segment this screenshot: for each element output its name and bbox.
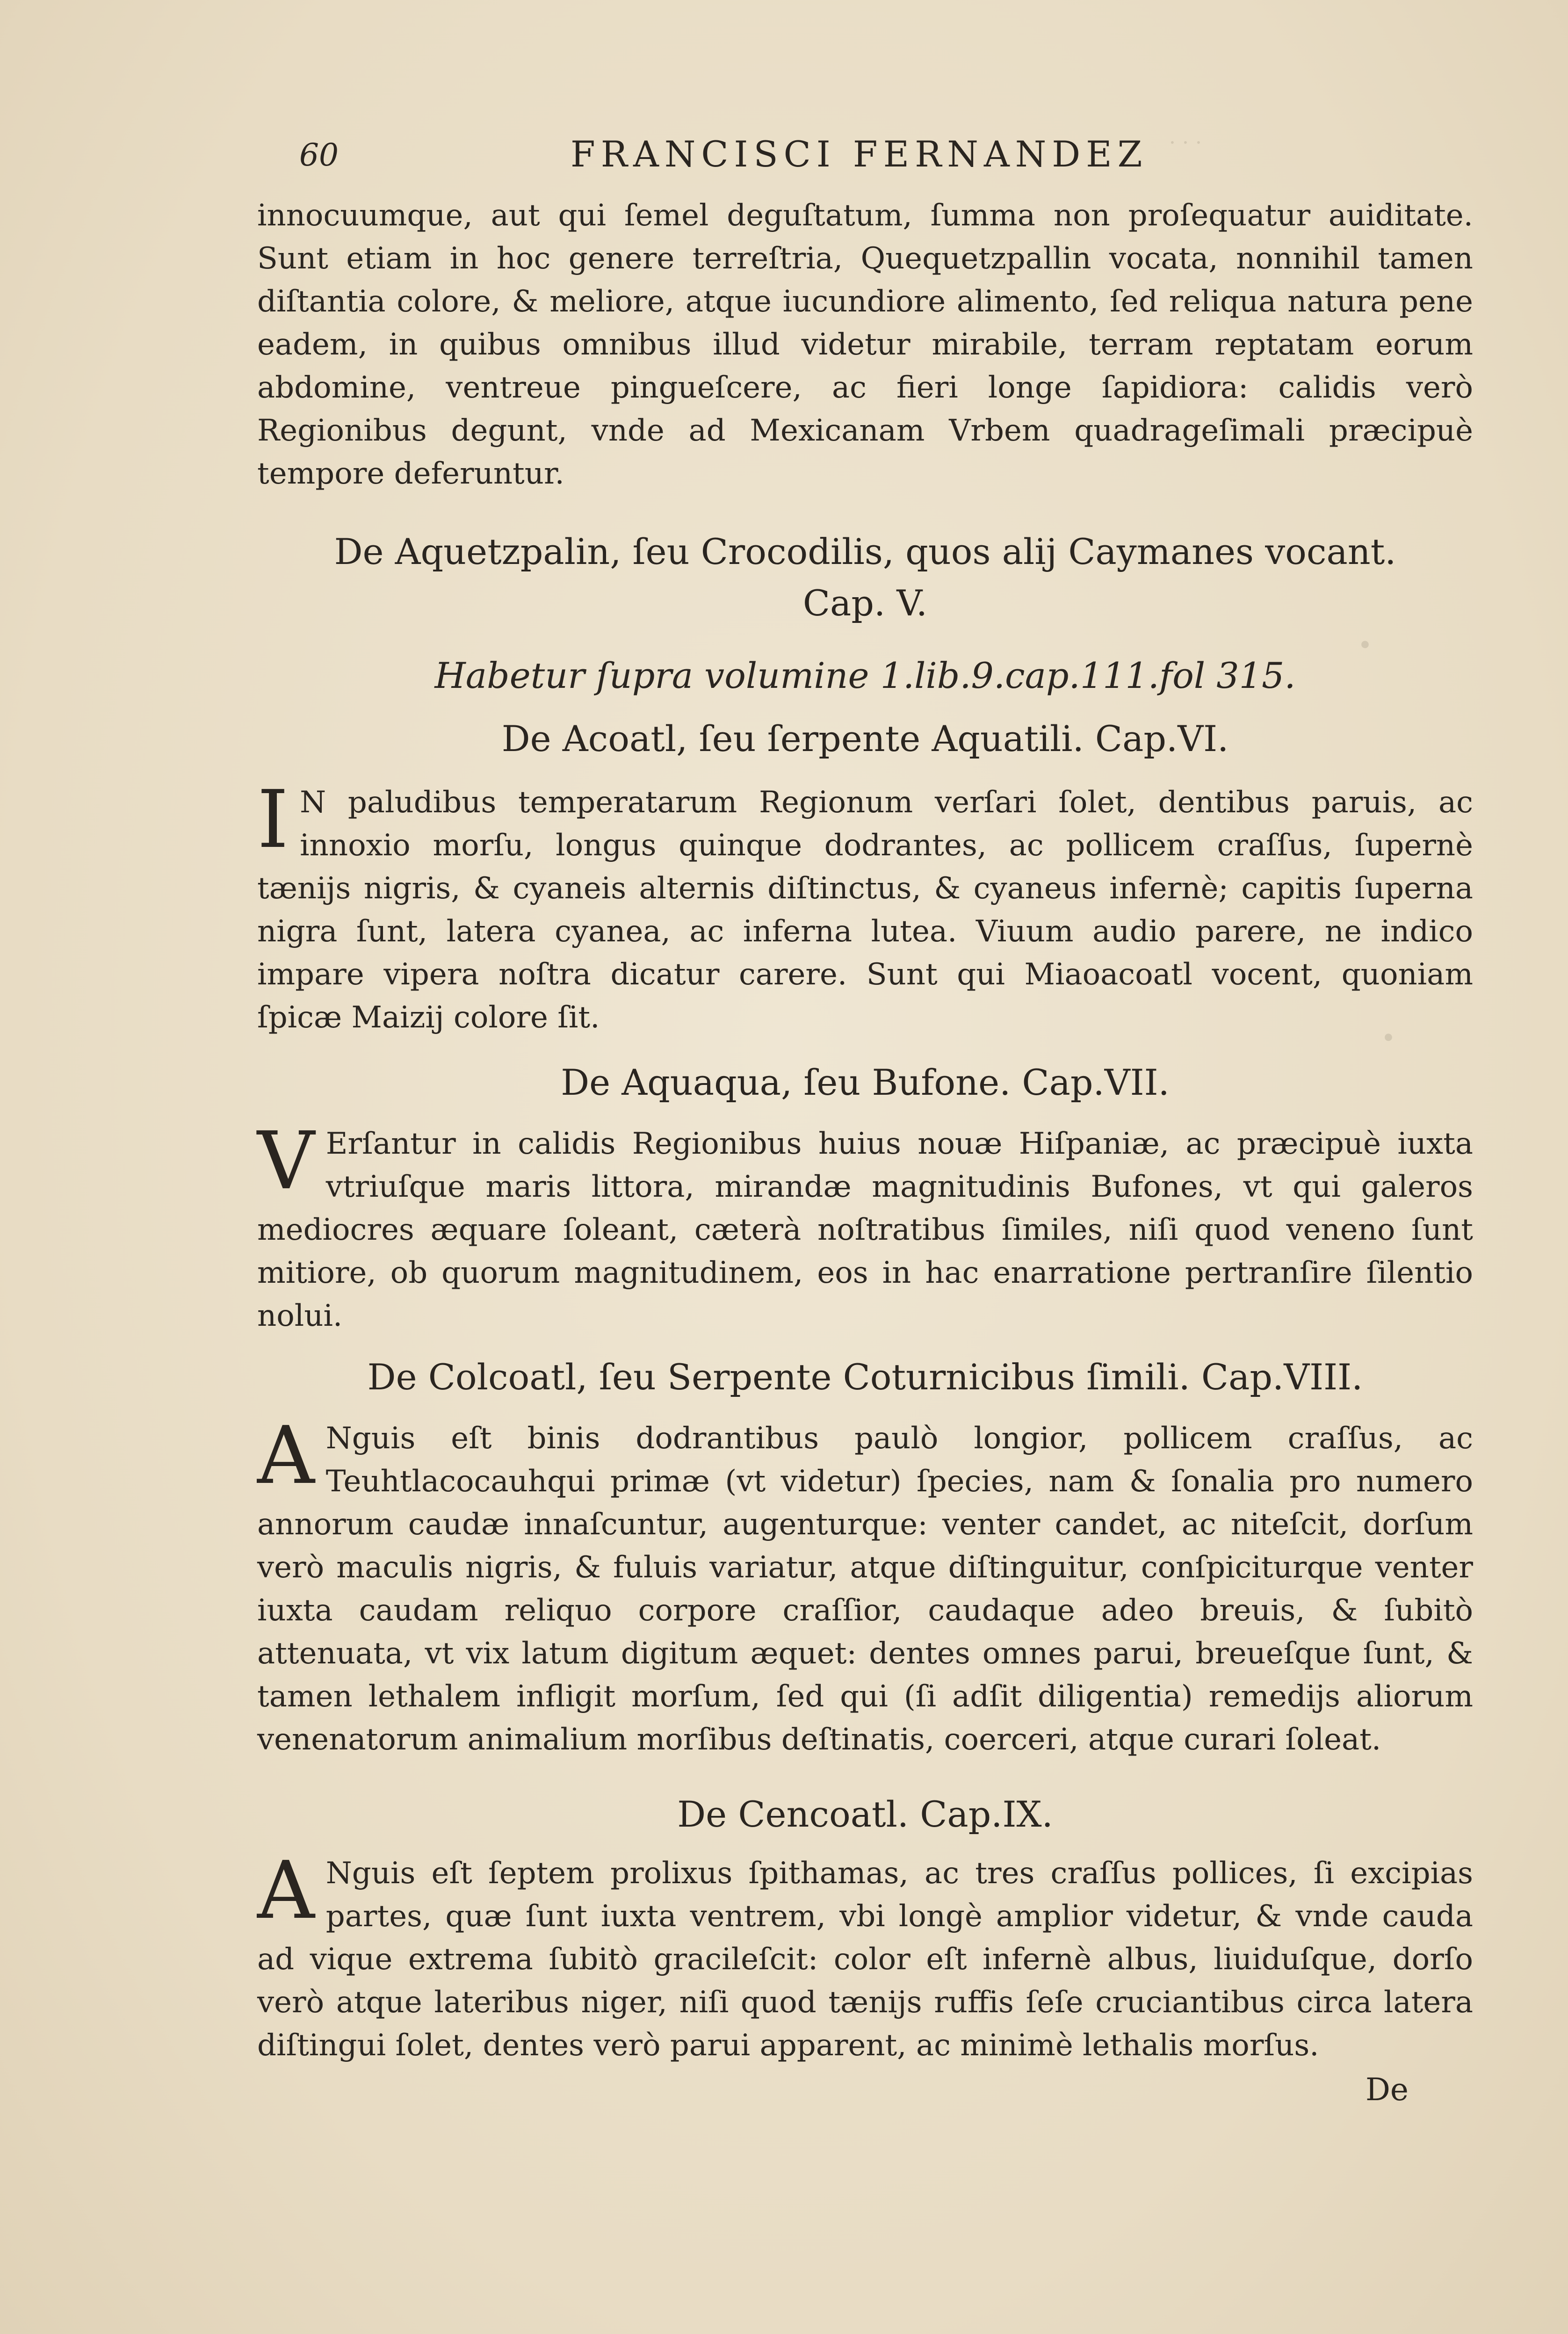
chapter-5-note: Habetur ſupra volumine 1.lib.9.cap.111.fol 315. — [434, 655, 1296, 696]
chapter-8-paragraph — [257, 1409, 1473, 1761]
chapter-9-heading: De Cencoatl. Cap.IX. — [677, 1793, 1053, 1835]
drop-cap: A — [257, 1844, 315, 1937]
bleed-through-marks-2: · — [1356, 613, 1374, 678]
drop-cap: V — [257, 1115, 315, 1207]
chapter-6-text: N paludibus temperatarum Regionum verſari ſolet, dentibus paruis, ac innoxio morſu, longus quinque dodrantes, ac pollicem craſſus, ſupernè tænijs nigris, & cyaneis alternis diſtinctus, & cyaneus infernè; capitis ſuperna nigra ſunt, latera cyanea, ac inferna lutea. Viuum audio parere, ne indico impare vipera noſtra dicatur carere. Sunt qui Miaoacoatl vocent, quoniam ſpicæ Maizij colore ſit. — [257, 785, 1473, 1035]
drop-cap: A — [257, 1409, 315, 1502]
chapter-7-paragraph — [257, 1115, 1473, 1337]
bleed-through-marks-3: · — [1380, 1005, 1398, 1070]
chapter-6-heading: De Acoatl, ſeu ſerpente Aquatili. Cap.VI. — [501, 718, 1229, 759]
running-title: FRANCISCI FERNANDEZ — [571, 133, 1148, 175]
drop-cap: I — [257, 773, 289, 866]
chapter-8-heading: De Colcoatl, ſeu Serpente Coturnicibus ſimili. Cap.VIII. — [367, 1356, 1363, 1398]
chapter-9-paragraph — [257, 1844, 1473, 2067]
chapter-5-number: Cap. V. — [802, 582, 928, 624]
chapter-9-text: Nguis eſt ſeptem prolixus ſpithamas, ac tres craſſus pollices, ſi excipias partes, quæ ſunt iuxta ventrem, vbi longè amplior videtur, & vnde cauda ad vique extrema ſubitò gracileſcit: color eſt infernè albus, liuiduſque, dorſo verò atque lateribus niger, niſi quod tænijs ruffis ſeſe cruciantibus circa latera diſtingui ſolet, dentes verò parui apparent, ac minimè lethalis morſus. — [257, 1856, 1473, 2063]
intro-paragraph: innocuumque, aut qui ſemel deguſtatum, ſumma non proſequatur auiditate. Sunt etiam in hoc genere terreſtria, Quequetzpallin vocata, nonnihil tamen diſtantia colore, & meliore, atque iucundiore alimento, ſed reliqua natura pene eadem, in quibus omnibus illud videtur mirabile, terram reptatam eorum abdomine, ventreue pingueſcere, ac fieri longe ſapidiora: calidis verò Regionibus degunt, vnde ad Mexicanam Vrbem quadrageſimali præcipuè tempore deferuntur. — [257, 198, 1473, 491]
chapter-6-paragraph — [257, 773, 1473, 1039]
page-number: 60 — [299, 137, 339, 173]
chapter-8-text: Nguis eſt binis dodrantibus paulò longior, pollicem craſſus, ac Teuhtlacocauhqui primæ (vt videtur) ſpecies, nam & ſonalia pro numero annorum caudæ innaſcuntur, augenturque: venter candet, ac niteſcit, dorſum verò maculis nigris, & fuluis variatur, atque diſtinguitur, conſpiciturque venter iuxta caudam reliquo corpore craſſior, caudaque adeo breuis, & ſubitò attenuata, vt vix latum digitum æquet: dentes omnes parui, breueſque ſunt, & tamen lethalem infligit morſum, ſed qui (ſi adſit diligentia) remedijs aliorum venenatorum animalium morſibus deſtinatis, coerceri, atque curari ſoleat. — [257, 1421, 1473, 1757]
bleed-through-marks: · · · — [1169, 131, 1202, 155]
chapter-5-heading: De Aquetzpalin, ſeu Crocodilis, quos alij Caymanes vocant. — [334, 531, 1396, 572]
chapter-7-heading: De Aquaqua, ſeu Bufone. Cap.VII. — [561, 1062, 1170, 1103]
page-header — [299, 133, 1235, 185]
chapter-7-text: Erſantur in calidis Regionibus huius nouæ Hiſpaniæ, ac præcipuè iuxta vtriuſque maris littora, mirandæ magnitudinis Bufones, vt qui galeros mediocres æquare ſoleant, cæterà noſtratibus ſimiles, niſi quod veneno ſunt mitiore, ob quorum magnitudinem, eos in hac enarratione pertranſire ſilentio nolui. — [257, 1127, 1473, 1333]
catchword: De — [1366, 2072, 1409, 2108]
